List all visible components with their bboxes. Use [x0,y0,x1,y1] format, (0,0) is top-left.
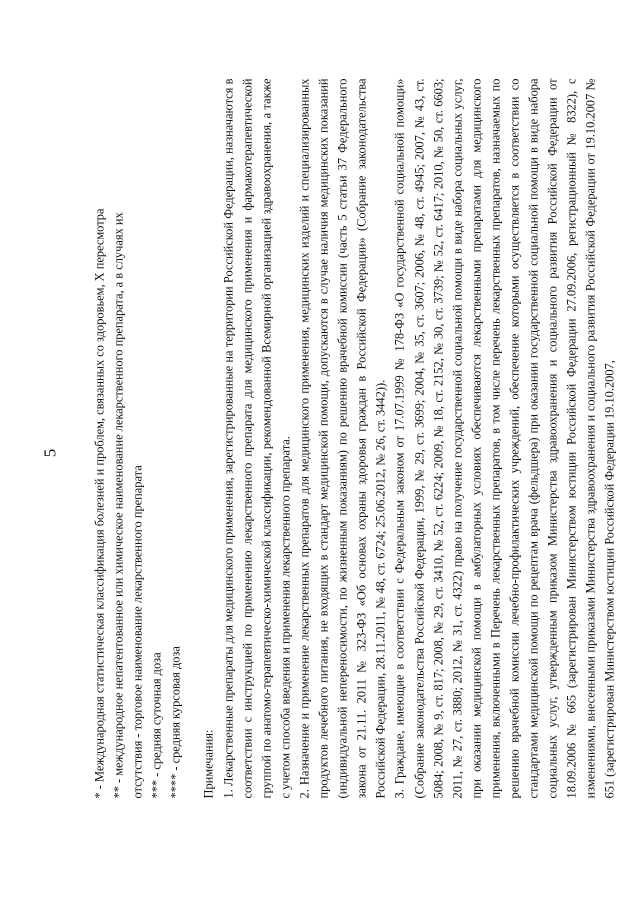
notes-title: Примечания: [201,729,216,798]
footnote-course-dose: **** - средняя курсовая доза [168,645,183,798]
note-1: 1. Лекарственные препараты для медицинского применения, зарегистрированные на территории Российской Федерации, назначаются в соответствии с инструкцией по применению лекарственного препарата для медицинского применения и фармакотерапевтической группой по анатомо-терапевтическо-химической классификации, рекомендованной Всемирной организацией здравоохранения, а также с учетом способа введения и применения лекарственного препарата. [220,78,292,798]
footnote-mkb: * - Международная статистическая классификация болезней и проблем, связанных со здоровьем, X пересмотра [92,208,106,798]
page-number: 5 [40,448,59,457]
note-2: 2. Назначение и применение лекарственных препаратов для медицинского применения, медицинских изделий и специализированных продуктов лечебного питания, не входящих в стандарт медицинской помощи, допускаются в случае наличия медицинских показаний (индивидуальной непереносимости, по жизненным показаниям) по решению врачебной комиссии (часть 5 статьи 37 Федерального закона от 21.11. 2011 № 323-ФЗ «Об основах охраны здоровья граждан в Российской Федерации» (Собрание законодательства Российской Федерации, 28.11.2011, № 48, ст. 6724; 25.06.2012, № 26, ст. 3442)). [296,78,388,798]
note-3: 3. Граждане, имеющие в соответствии с Федеральным законом от 17.07.1999 № 178-ФЗ «О государственной социальной помощи» (Собрание законодательства Российской Федерации, 1999, № 29, ст. 3699; 2004, № 35, ст. 3607; 2006, № 48, ст. 4945; 2007, № 43, ст. 5084; 2008, № 9, ст. 817; 2008, № 29, ст. 3410, № 52, ст. 6224; 2009, № 18, ст. 2152, № 30, ст. 3739; № 52, ст. 6417; 2010, № 50, ст. 6603; 2011, № 27, ст. 3880; 2012, № 31, ст. 4322) право на получение государственной социальной помощи в виде набора социальных услуг, при оказании медицинской помощи в амбулаторных условиях обеспечиваются лекарственными препаратами для медицинского применения, включенными в Перечень лекарственных препаратов, в том числе перечень лекарственных препаратов, назначаемых по решению врачебной комиссии лечебно-профилактических учреждений, обеспечение которыми осуществляется в соответствии со стандартами медицинской помощи по рецептам врача (фельдшера) при оказании государственной социальной помощи в виде набора социальных услуг, утвержденным приказом Министерства здравоохранения и социального развития Российской Федерации от 18.09.2006 № 665 (зарегистрирован Министерством юстиции Российской Федерации 27.09.2006, регистрационный № 8322), с изменениями, внесенными приказами Министерства здравоохранения и социального развития Российской Федерации от 19.10.2007 № 651 (зарегистрирован Министерством юстиции Российской Федерации 19.10.2007, [392,78,617,798]
footnote-inn: ** - международное непатентованное или химическое наименование лекарственного препарата, а в случаях их [111,211,126,798]
footnote-inn-cont: отсутствия - торговое наименование лекарственного препарата [130,464,145,798]
page-body [90,78,620,798]
footnote-daily-dose: *** - средняя суточная доза [149,651,164,798]
